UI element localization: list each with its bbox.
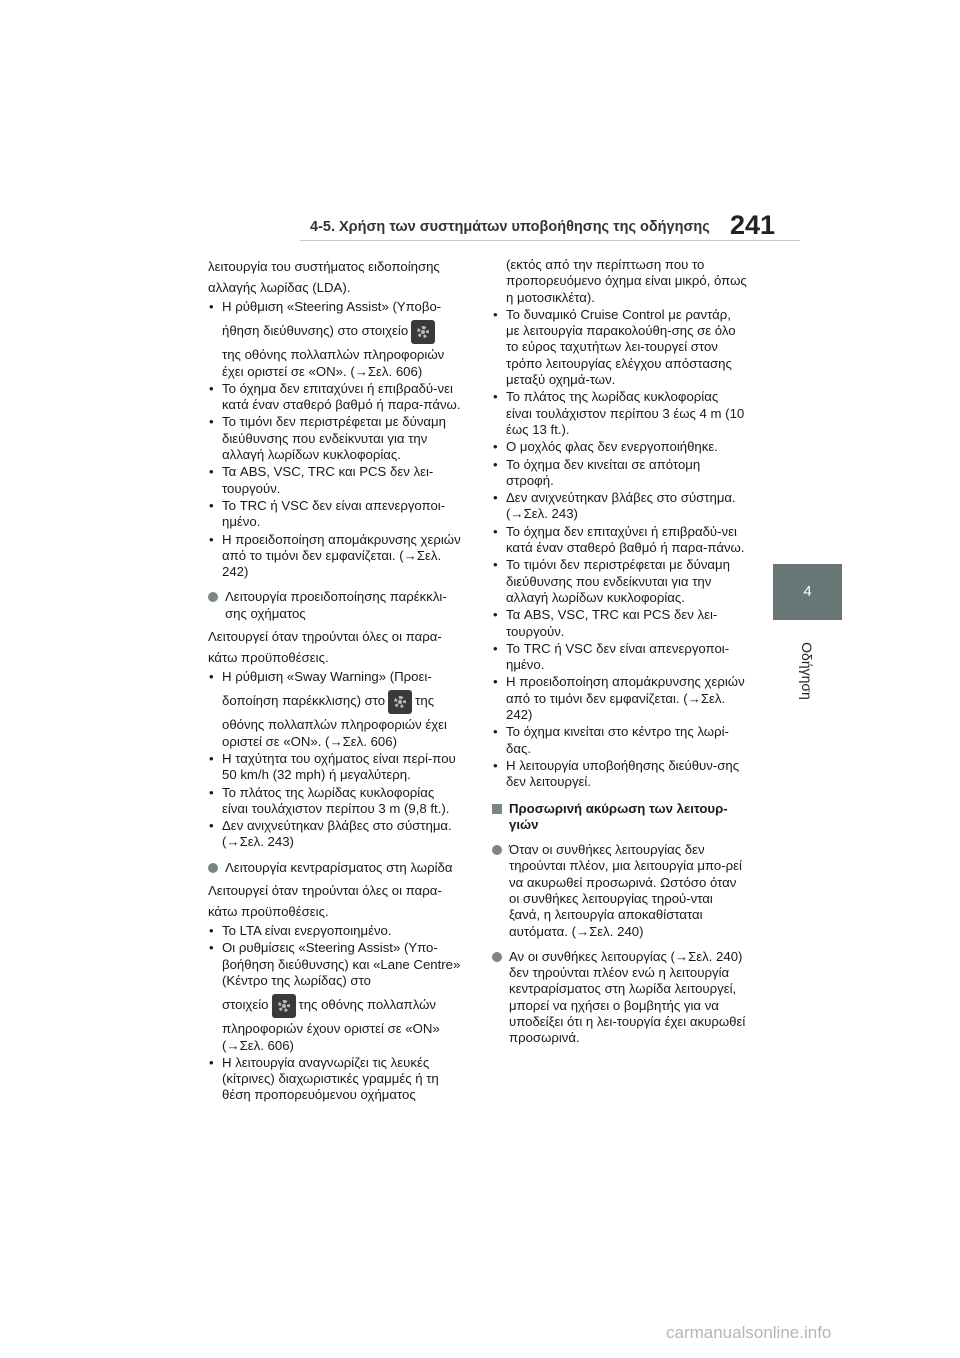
list-item <box>492 439 747 455</box>
bullet-dot: • <box>209 464 214 480</box>
list-item <box>208 669 463 685</box>
list-item-text: Η λειτουργία αναγνωρίζει τις λευκές (κίτρινες) διαχωριστικές γραμμές ή τη θέση προπορευόμενου οχήματος <box>222 1054 439 1103</box>
list-item-text: Το πλάτος της λωρίδας κυκλοφορίας είναι τουλάχιστον περίπου 3 έως 4 m (10 έως 13 ft.). <box>506 389 745 437</box>
section-heading <box>208 860 463 876</box>
list-item-text: Η λειτουργία υποβοήθησης διεύθυν-σης δεν λειτουργεί. <box>506 757 740 790</box>
subsection-heading <box>492 801 747 834</box>
list-item <box>492 457 747 490</box>
subsection-heading-text: Προσωρινή ακύρωση των λειτουρ-γιών <box>509 800 728 832</box>
bullet-dot: • <box>493 523 498 539</box>
bullet-dot: • <box>493 607 498 623</box>
list-item-text: πληροφοριών έχουν οριστεί σε «ON» (→Σελ. 606) <box>222 1021 440 1053</box>
bullet-dot: • <box>493 557 498 573</box>
bullet-dot: • <box>209 414 214 430</box>
list-item <box>492 607 747 640</box>
bullet-dot: • <box>209 784 214 800</box>
list-item-text: Το TRC ή VSC δεν είναι απενεργοποι-ημένο. <box>222 497 446 530</box>
bullet-dot: • <box>209 818 214 834</box>
list-item-text: Η προειδοποίηση απομάκρυνσης χεριών από το τιμόνι δεν εμφανίζεται. (→Σελ. 242) <box>222 531 461 580</box>
settings-gear-icon <box>388 690 412 714</box>
list-item <box>208 464 463 497</box>
list-item-text: Τα ABS, VSC, TRC και PCS δεν λει-τουργούν. <box>506 607 718 639</box>
list-item-text: δοποίηση παρέκκλισης) στο <box>222 693 386 709</box>
section-circle-icon <box>208 863 218 873</box>
section-heading <box>208 589 463 622</box>
list-item <box>492 758 747 791</box>
heading-square-icon <box>492 804 502 814</box>
list-item <box>208 785 463 818</box>
list-item <box>492 557 747 606</box>
list-item-text: Δεν ανιχνεύτηκαν βλάβες στο σύστημα. (→Σελ. 243) <box>222 818 452 850</box>
list-item-text: Δεν ανιχνεύτηκαν βλάβες στο σύστημα. (→Σελ. 243) <box>506 490 736 522</box>
list-item-text: Το πλάτος της λωρίδας κυκλοφορίας είναι τουλάχιστον περίπου 3 m (9,8 ft.). <box>222 784 450 816</box>
list-item-text: Το όχημα δεν επιταχύνει ή επιβραδύ-νει κατά έναν σταθερό βαθμό ή παρα-πάνω. <box>506 523 745 556</box>
left-column <box>208 256 463 1104</box>
list-item-text: Το όχημα κινείται στο κέντρο της λωρί-δας. <box>506 724 729 756</box>
list-item-text: οθόνης πολλαπλών πληροφοριών έχει οριστεί σε «ON». (→Σελ. 606) <box>222 717 447 749</box>
list-item <box>492 257 747 306</box>
list-item <box>208 818 463 851</box>
bullet-dot: • <box>493 640 498 656</box>
list-item <box>208 686 463 716</box>
list-item-text: της οθόνης πολλαπλών πληροφοριών έχει οριστεί σε «ON». (→Σελ. 606) <box>222 347 445 379</box>
bullet-dot: • <box>209 299 214 314</box>
list-item-text: ήθηση διεύθυνσης) στο στοιχείο <box>222 323 409 339</box>
list-item <box>208 990 463 1020</box>
list-item-text: (εκτός από την περίπτωση που το προπορευόμενο όχημα είναι μικρό, όπως η μοτοσικλέτα). <box>506 257 747 305</box>
bullet-dot: • <box>209 750 214 766</box>
bullet-dot: • <box>209 497 214 513</box>
section-heading-text: Λειτουργία κεντραρίσματος στη λωρίδα <box>225 859 453 875</box>
header-divider <box>300 240 800 241</box>
list-item <box>208 923 463 939</box>
section-circle-icon <box>492 952 502 962</box>
section-intro-line: Λειτουργεί όταν τηρούνται όλες οι παρα- <box>208 883 442 899</box>
section-circle-icon <box>208 592 218 602</box>
list-item <box>208 751 463 784</box>
list-item <box>208 1055 463 1104</box>
bullet-dot: • <box>209 669 214 685</box>
list-item-text: Το όχημα δεν επιταχύνει ή επιβραδύ-νει κατά έναν σταθερό βαθμό ή παρα-πάνω. <box>222 380 461 413</box>
bullet-dot: • <box>209 531 214 547</box>
right-column <box>492 256 747 1051</box>
list-item-text: Το LTA είναι ενεργοποιημένο. <box>222 923 392 939</box>
section-paragraph-text: Αν οι συνθήκες λειτουργίας (→Σελ. 240) δεν τηρούνται πλέον ενώ η λειτουργία κεντραρίσματος στη λωρίδα λειτουργεί, μπορεί να ηχήσει ο βομβητής για να υποδείξει ότι η λει-τουργία έχει ακυρωθεί προσωρινά. <box>509 948 746 1046</box>
list-item <box>492 307 747 388</box>
bullet-dot: • <box>209 380 214 396</box>
bullet-dot: • <box>493 439 498 455</box>
list-item-text: Οι ρυθμίσεις «Steering Assist» (Υπο-βοήθηση διεύθυνσης) και «Lane Centre» (Κέντρο της λωρίδας) στο <box>222 940 461 988</box>
list-item-text: Η προειδοποίηση απομάκρυνσης χεριών από το τιμόνι δεν εμφανίζεται. (→Σελ. 242) <box>506 674 745 723</box>
section-intro-line: κάτω προϋποθέσεις. <box>208 904 329 920</box>
bullet-dot: • <box>493 306 498 322</box>
list-item-text: Η ταχύτητα του οχήματος είναι περί-που 50 km/h (32 mph) ή μεγαλύτερη. <box>222 750 456 783</box>
bullet-dot: • <box>209 923 214 939</box>
list-item <box>492 389 747 438</box>
bullet-dot: • <box>493 456 498 472</box>
list-item <box>208 299 463 315</box>
list-item-text: της οθόνης πολλαπλών <box>298 997 437 1013</box>
list-item <box>208 347 463 380</box>
list-item-text: Τα ABS, VSC, TRC και PCS δεν λει-τουργούν. <box>222 464 434 496</box>
section-circle-icon <box>492 845 502 855</box>
list-item <box>492 674 747 723</box>
intro-line-1: λειτουργία του συστήματος ειδοποίησης <box>208 259 440 274</box>
settings-gear-icon <box>411 320 435 344</box>
chapter-tab[interactable]: 4 <box>773 564 842 620</box>
list-item <box>208 717 463 750</box>
list-item <box>208 532 463 581</box>
bullet-dot: • <box>493 757 498 773</box>
section-paragraph <box>492 842 747 940</box>
section-paragraph-text: Όταν οι συνθήκες λειτουργίας δεν τηρούνται πλέον, μια λειτουργία μπο-ρεί να ακυρωθεί προσωρινά. Ωστόσο όταν οι συνθήκες λειτουργίας τηρού-νται ξανά, η λειτουργία αποκαθίσταται αυτόματα. (→Σελ. 240) <box>509 842 742 939</box>
bullet-dot: • <box>493 724 498 740</box>
section-paragraph <box>492 949 747 1047</box>
list-item-text: Το δυναμικό Cruise Control με ραντάρ, με λειτουργία παρακολούθη-σης σε όλο το εύρος ταχυτήτων λει-τουργεί στον τρόπο λειτουργίας ελέγχου απόστασης μεταξύ οχημά-των. <box>506 306 736 388</box>
list-item-text: στοιχείο <box>222 997 269 1013</box>
section-intro-line: Λειτουργεί όταν τηρούνται όλες οι παρα- <box>208 629 442 645</box>
list-item <box>492 641 747 674</box>
list-item-text: Το τιμόνι δεν περιστρέφεται με δύναμη διεύθυνσης που ενδείκνυται για την αλλαγή λωρίδων κυκλοφορίας. <box>222 414 446 463</box>
list-item <box>208 381 463 414</box>
list-item <box>492 524 747 557</box>
bullet-dot: • <box>493 389 498 405</box>
list-item <box>208 1021 463 1054</box>
settings-gear-icon <box>272 994 296 1018</box>
bullet-dot: • <box>493 490 498 506</box>
site-watermark: carmanualsonline.info <box>666 1323 832 1342</box>
intro-line-2: αλλαγής λωρίδας (LDA). <box>208 280 351 295</box>
bullet-dot: • <box>209 940 214 956</box>
bullet-dot: • <box>493 674 498 690</box>
list-item-text: Η ρύθμιση «Sway Warning» (Προει- <box>222 669 432 685</box>
list-item <box>208 316 463 346</box>
list-item-text: Το τιμόνι δεν περιστρέφεται με δύναμη διεύθυνσης που ενδείκνυται για την αλλαγή λωρίδων κυκλοφορίας. <box>506 557 730 605</box>
list-item-text: Η ρύθμιση «Steering Assist» (Υποβο- <box>222 299 442 314</box>
page-number: 241 <box>730 210 776 240</box>
list-item <box>492 724 747 757</box>
list-item-text: της <box>415 693 435 709</box>
list-item-text: Το TRC ή VSC δεν είναι απενεργοποι-ημένο. <box>506 640 730 673</box>
list-item-text: Το όχημα δεν κινείται σε απότομη στροφή. <box>506 456 701 488</box>
list-item <box>208 498 463 531</box>
list-item <box>208 940 463 989</box>
bullet-dot: • <box>209 1054 214 1070</box>
chapter-tab-label <box>795 626 819 716</box>
section-intro-line: κάτω προϋποθέσεις. <box>208 650 329 666</box>
list-item <box>208 414 463 463</box>
section-heading-text: Λειτουργία προειδοποίησης παρέκκλι-σης οχήματος <box>225 589 447 621</box>
chapter-title: 4-5. Χρήση των συστημάτων υποβοήθησης της οδήγησης <box>310 219 710 235</box>
list-item-text: Ο μοχλός φλας δεν ενεργοποιήθηκε. <box>506 439 718 455</box>
chapter-tab-label-text: Οδήγηση <box>799 642 815 700</box>
list-item <box>492 490 747 523</box>
